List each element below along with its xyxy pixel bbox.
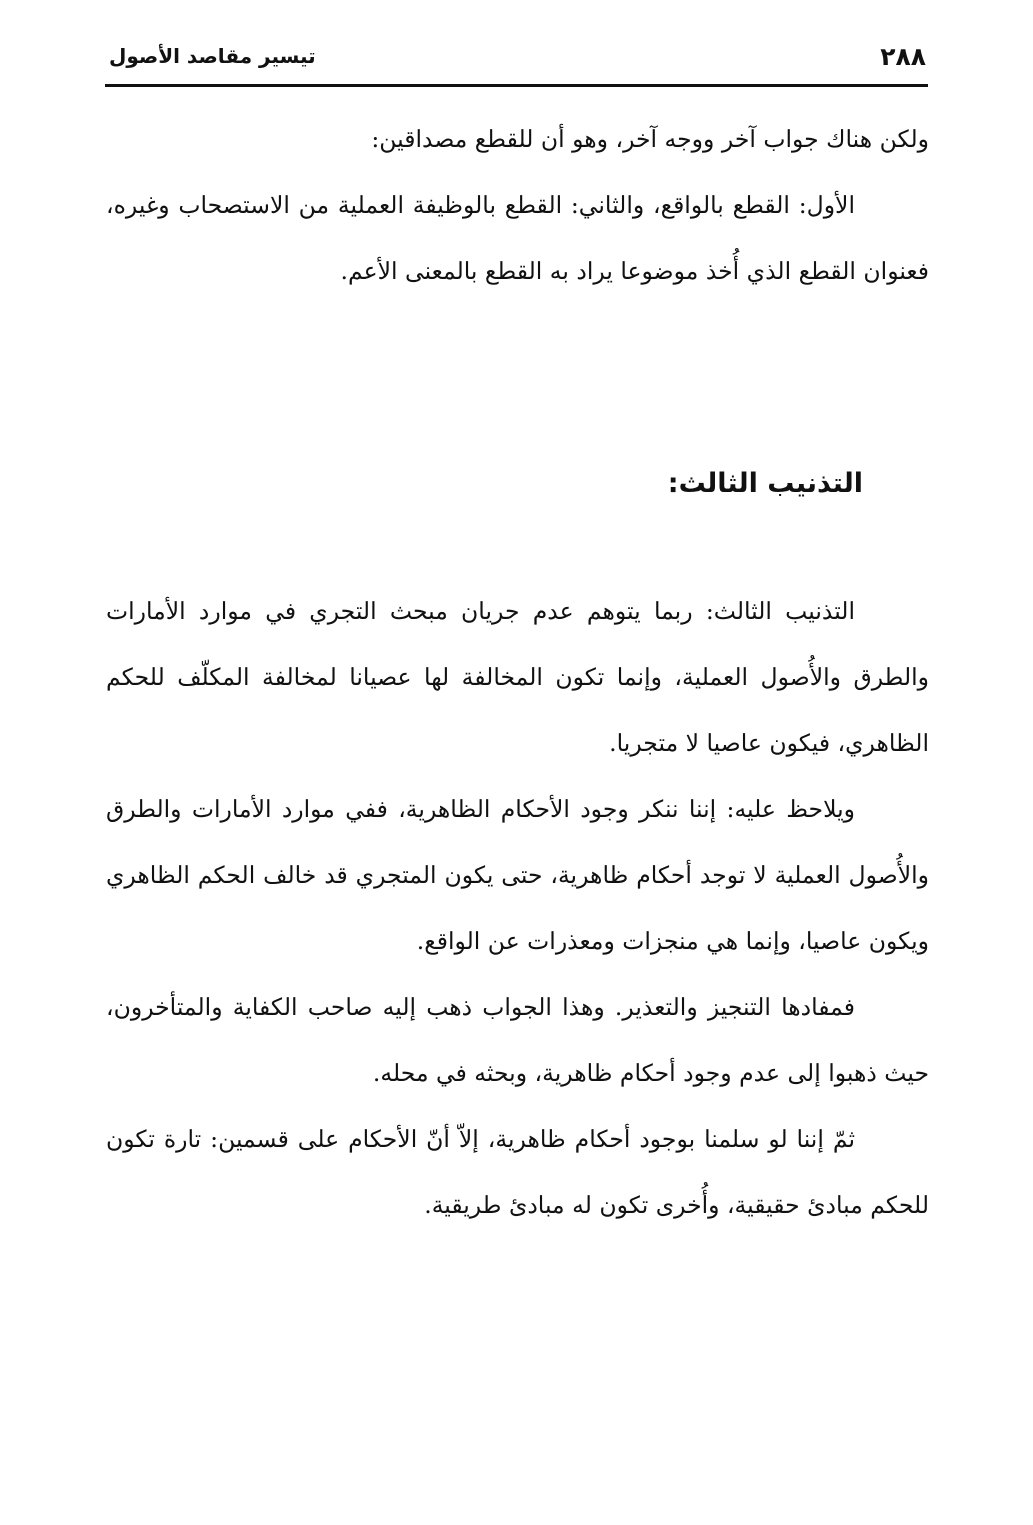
page-header (105, 38, 928, 84)
paragraph-intro: ولكن هناك جواب آخر ووجه آخر، وهو أن للقطع مصداقين: (371, 125, 929, 153)
paragraph-tanjiz: فمفادها التنجيز والتعذير. وهذا الجواب ذهب إليه صاحب الكفاية والمتأخرون، حيث ذهبوا إلى عدم وجود أحكام ظاهرية، وبحثه في محله. (106, 993, 929, 1087)
section-heading: التذنيب الثالث: (667, 468, 863, 499)
paragraph-two-types: ثمّ إننا لو سلمنا بوجود أحكام ظاهرية، إلاّ أنّ الأحكام على قسمين: تارة تكون للحكم مبادئ حقيقية، وأُخرى تكون له مبادئ طريقية. (106, 1125, 929, 1219)
running-title: تيسير مقاصد الأصول (109, 44, 316, 68)
paragraph-tadhnib: التذنيب الثالث: ربما يتوهم عدم جريان مبحث التجري في موارد الأمارات والطرق والأُصول العملية، وإنما تكون المخالفة لها عصيانا لمخالفة المكلّف للحكم الظاهري، فيكون عاصيا لا متجريا. (106, 597, 929, 757)
page-number: ٢٨٨ (880, 42, 926, 71)
paragraph-first-second: الأول: القطع بالواقع، والثاني: القطع بالوظيفة العملية من الاستصحاب وغيره، فعنوان القطع الذي أُخذ موضوعا يراد به القطع بالمعنى الأعم. (106, 191, 929, 285)
header-rule (105, 84, 928, 87)
body-text-top (106, 106, 929, 304)
body-text-bottom (106, 578, 929, 1238)
paragraph-objection: ويلاحظ عليه: إننا ننكر وجود الأحكام الظاهرية، ففي موارد الأمارات والطرق والأُصول العملية لا توجد أحكام ظاهرية، حتى يكون المتجري قد خالف الحكم الظاهري ويكون عاصيا، وإنما هي منجزات ومعذرات عن الواقع. (106, 795, 929, 955)
